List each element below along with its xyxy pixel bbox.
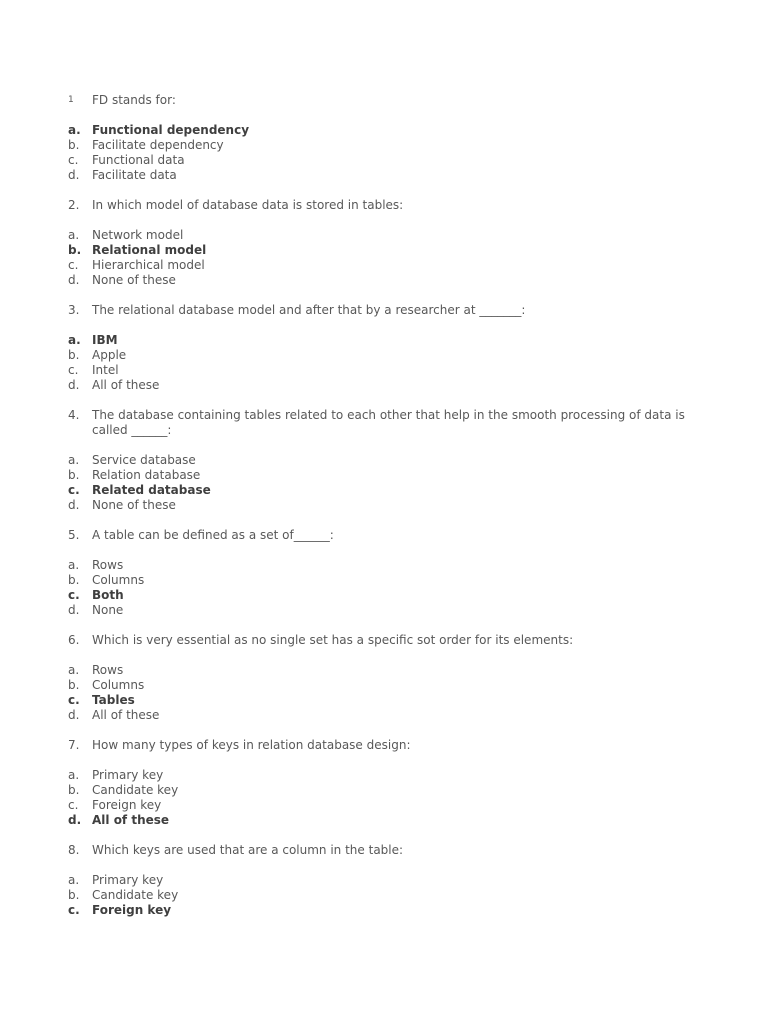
question-number: 3.	[68, 303, 80, 317]
question-number: 8.	[68, 843, 80, 857]
option-letter: d.	[68, 603, 80, 617]
option-letter: a.	[68, 453, 80, 467]
question-text: How many types of keys in relation database design:	[92, 738, 411, 752]
option-letter: a.	[68, 873, 80, 887]
option-letter: a.	[68, 663, 80, 677]
option-text: All of these	[92, 708, 160, 722]
option-text: All of these	[92, 813, 170, 827]
option-letter: d.	[68, 708, 80, 722]
option-text: Network model	[92, 228, 184, 242]
option-text: None of these	[92, 498, 176, 512]
option-letter: d.	[68, 498, 80, 512]
option-text: Rows	[92, 558, 124, 572]
option-text: Relation database	[92, 468, 201, 482]
option-text: Hierarchical model	[92, 258, 205, 272]
option-letter: c.	[68, 588, 80, 602]
option-letter: c.	[68, 798, 79, 812]
question-number: 6.	[68, 633, 80, 647]
option-text: Candidate key	[92, 783, 179, 797]
option-letter: c.	[68, 903, 80, 917]
option-text: Apple	[92, 348, 127, 362]
option-letter: c.	[68, 153, 79, 167]
option-text: Foreign key	[92, 903, 172, 917]
question-number: 1	[68, 95, 74, 105]
question-text: FD stands for:	[92, 93, 176, 107]
option-letter: d.	[68, 273, 80, 287]
question-text: Which is very essential as no single set has a specific sot order for its elements:	[92, 633, 574, 647]
question-number: 2.	[68, 198, 80, 212]
option-letter: b.	[68, 573, 80, 587]
option-text: None	[92, 603, 124, 617]
question-text: Which keys are used that are a column in the table:	[92, 843, 404, 857]
option-text: Functional dependency	[92, 123, 250, 137]
option-letter: d.	[68, 813, 82, 827]
option-text: Tables	[92, 693, 135, 707]
option-text: None of these	[92, 273, 176, 287]
option-letter: a.	[68, 228, 80, 242]
option-text: Both	[92, 588, 124, 602]
option-text: Service database	[92, 453, 196, 467]
option-letter: a.	[68, 333, 81, 347]
option-letter: c.	[68, 693, 80, 707]
option-letter: a.	[68, 123, 81, 137]
option-text: Primary key	[92, 873, 164, 887]
question-number: 5.	[68, 528, 80, 542]
option-text: Columns	[92, 678, 145, 692]
question-text: In which model of database data is stored in tables:	[92, 198, 404, 212]
option-text: Facilitate data	[92, 168, 177, 182]
option-letter: b.	[68, 783, 80, 797]
option-text: Primary key	[92, 768, 164, 782]
option-letter: b.	[68, 468, 80, 482]
option-text: Intel	[92, 363, 119, 377]
option-letter: b.	[68, 138, 80, 152]
question-number: 4.	[68, 408, 80, 422]
option-letter: a.	[68, 768, 80, 782]
question-number: 7.	[68, 738, 80, 752]
option-letter: d.	[68, 168, 80, 182]
question-text: The database containing tables related to each other that help in the smooth processing of data is	[92, 408, 685, 422]
option-letter: c.	[68, 483, 80, 497]
question-text: The relational database model and after that by a researcher at _______:	[92, 303, 526, 317]
option-text: Foreign key	[92, 798, 162, 812]
option-text: Candidate key	[92, 888, 179, 902]
question-text: called ______:	[92, 423, 172, 437]
option-text: IBM	[92, 333, 118, 347]
option-text: All of these	[92, 378, 160, 392]
option-text: Relational model	[92, 243, 207, 257]
option-text: Facilitate dependency	[92, 138, 224, 152]
question-text: A table can be defined as a set of______:	[92, 528, 334, 542]
option-letter: b.	[68, 243, 82, 257]
option-letter: b.	[68, 348, 80, 362]
option-text: Rows	[92, 663, 124, 677]
option-letter: a.	[68, 558, 80, 572]
option-letter: c.	[68, 363, 79, 377]
option-letter: c.	[68, 258, 79, 272]
option-letter: b.	[68, 678, 80, 692]
option-letter: d.	[68, 378, 80, 392]
option-letter: b.	[68, 888, 80, 902]
option-text: Related database	[92, 483, 211, 497]
option-text: Functional data	[92, 153, 185, 167]
option-text: Columns	[92, 573, 145, 587]
